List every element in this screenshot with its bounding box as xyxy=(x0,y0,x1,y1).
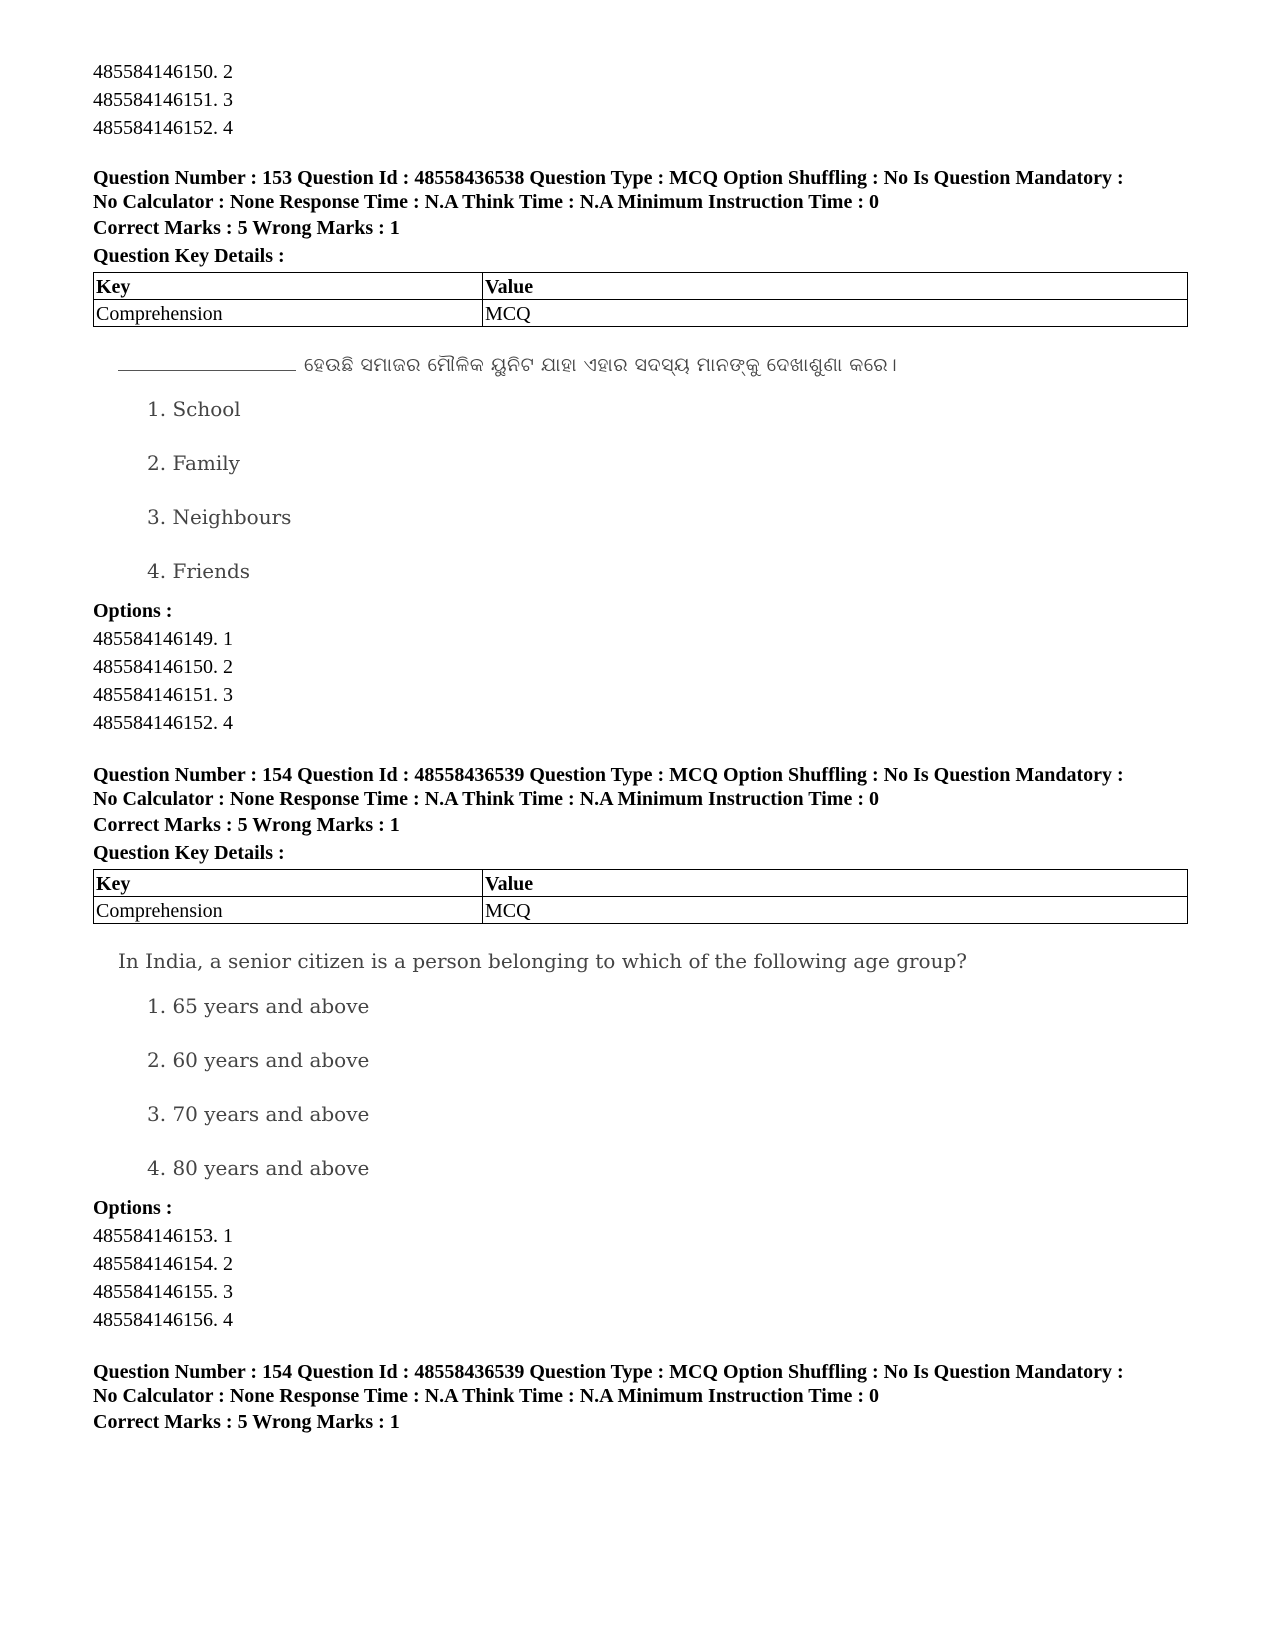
option-line: 485584146152. 4 xyxy=(93,117,233,139)
question-meta-line-1: Question Number : 154 Question Id : 48558436539 Question Type : MCQ Option Shuffling : No Is Question Mandatory : xyxy=(93,764,1124,786)
key-details-label: Question Key Details : xyxy=(93,842,285,864)
option-line: 485584146153. 1 xyxy=(93,1225,233,1247)
table-cell-key: Comprehension xyxy=(94,300,483,327)
key-details-table xyxy=(93,869,1188,924)
option-line: 485584146151. 3 xyxy=(93,89,233,111)
question-image xyxy=(93,946,1188,1188)
question-choice: 2. Family xyxy=(147,451,240,475)
question-block-153 xyxy=(93,166,1188,737)
question-text: In India, a senior citizen is a person belonging to which of the following age group? xyxy=(118,949,968,973)
table-cell-value: MCQ xyxy=(483,300,1188,327)
question-meta-line-2: No Calculator : None Response Time : N.A Think Time : N.A Minimum Instruction Time : 0 xyxy=(93,191,879,213)
question-meta-line-2: No Calculator : None Response Time : N.A Think Time : N.A Minimum Instruction Time : 0 xyxy=(93,1385,879,1407)
question-choice: 3. Neighbours xyxy=(147,505,292,529)
option-line: 485584146151. 3 xyxy=(93,684,233,706)
question-block-154-repeat xyxy=(93,1360,1188,1436)
table-header-key: Key xyxy=(94,870,483,897)
option-line: 485584146154. 2 xyxy=(93,1253,233,1275)
option-line: 485584146150. 2 xyxy=(93,61,233,83)
answer-blank xyxy=(118,370,296,371)
table-header-value: Value xyxy=(483,273,1188,300)
question-meta-line-1: Question Number : 153 Question Id : 48558436538 Question Type : MCQ Option Shuffling : No Is Question Mandatory : xyxy=(93,167,1124,189)
question-choice: 4. 80 years and above xyxy=(147,1156,370,1180)
table-header-value: Value xyxy=(483,870,1188,897)
carryover-options xyxy=(93,58,1188,142)
table-cell-value: MCQ xyxy=(483,897,1188,924)
option-line: 485584146150. 2 xyxy=(93,656,233,678)
option-line: 485584146152. 4 xyxy=(93,712,233,734)
key-details-table xyxy=(93,272,1188,327)
options-label: Options : xyxy=(93,600,173,622)
question-choice: 3. 70 years and above xyxy=(147,1102,370,1126)
question-meta-line-1: Question Number : 154 Question Id : 48558436539 Question Type : MCQ Option Shuffling : No Is Question Mandatory : xyxy=(93,1361,1124,1383)
question-choice: 2. 60 years and above xyxy=(147,1048,370,1072)
marks-line: Correct Marks : 5 Wrong Marks : 1 xyxy=(93,217,400,239)
option-line: 485584146156. 4 xyxy=(93,1309,233,1331)
question-block-154 xyxy=(93,763,1188,1334)
options-label: Options : xyxy=(93,1197,173,1219)
marks-line: Correct Marks : 5 Wrong Marks : 1 xyxy=(93,1411,400,1433)
question-choice: 1. 65 years and above xyxy=(147,994,370,1018)
marks-line: Correct Marks : 5 Wrong Marks : 1 xyxy=(93,814,400,836)
question-choice: 4. Friends xyxy=(147,559,251,583)
question-meta-line-2: No Calculator : None Response Time : N.A Think Time : N.A Minimum Instruction Time : 0 xyxy=(93,788,879,810)
table-header-key: Key xyxy=(94,273,483,300)
question-choice: 1. School xyxy=(147,397,241,421)
document-page xyxy=(93,58,1188,1436)
table-cell-key: Comprehension xyxy=(94,897,483,924)
question-text: ହେଉଛି ସମାଜର ମୌଳିକ ୟୁନିଟ ଯାହା ଏହାର ସଦସ୍ୟ ମାନଙ୍କୁ ଦେଖାଶୁଣା କରେ। xyxy=(304,354,898,376)
key-details-label: Question Key Details : xyxy=(93,245,285,267)
option-line: 485584146149. 1 xyxy=(93,628,233,650)
option-line: 485584146155. 3 xyxy=(93,1281,233,1303)
question-image xyxy=(93,349,1188,591)
